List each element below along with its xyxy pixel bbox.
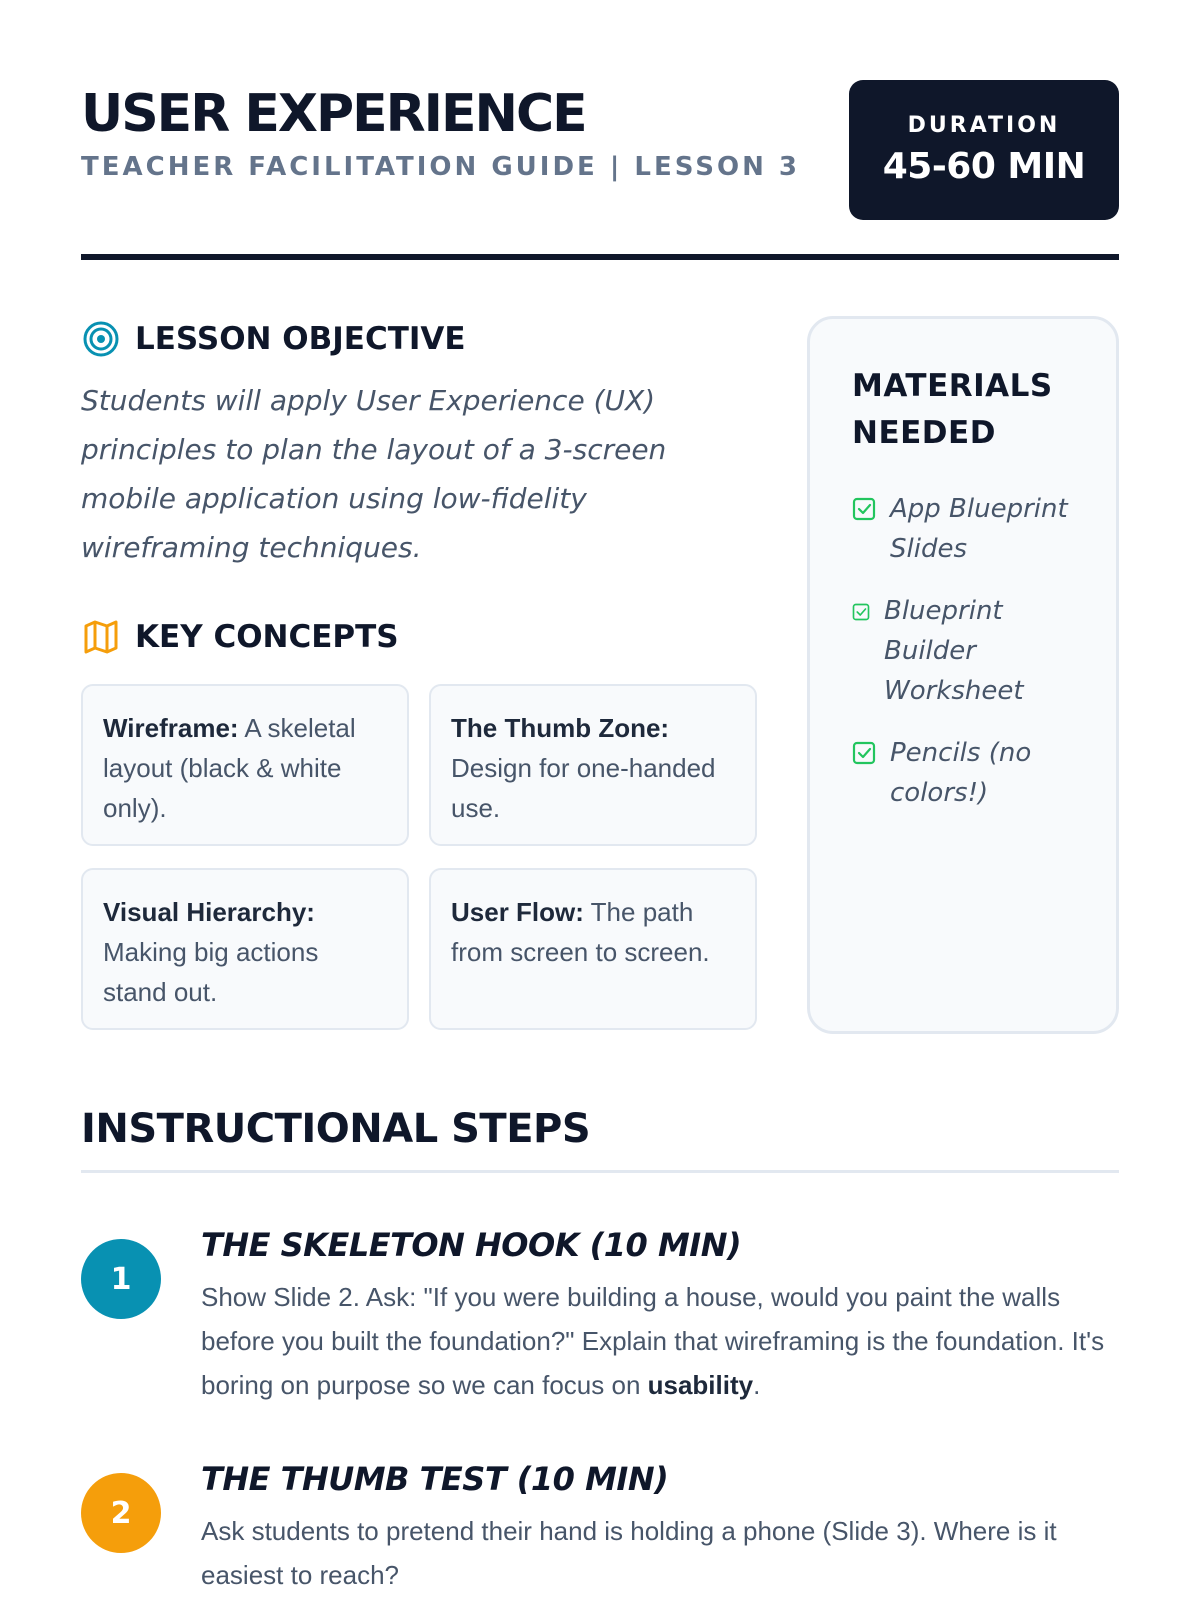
concept-term: Visual Hierarchy: <box>103 897 315 927</box>
overview-section <box>81 316 1119 1034</box>
materials-item-label: Blueprint Builder Worksheet <box>884 596 1024 706</box>
steps-heading: INSTRUCTIONAL STEPS <box>81 1106 1119 1173</box>
check-square-icon <box>852 741 876 765</box>
overview-left-column <box>81 316 757 1034</box>
concept-definition: The path from screen to screen. <box>451 897 710 967</box>
objective-heading: LESSON OBJECTIVE <box>135 321 466 357</box>
materials-item-label: App Blueprint Slides <box>890 494 1068 564</box>
concept-card <box>429 868 757 1030</box>
concept-grid <box>81 684 757 1030</box>
page-header <box>81 80 1119 260</box>
page-title: USER EXPERIENCE <box>81 84 586 144</box>
materials-panel <box>807 316 1119 1034</box>
objective-text: Students will apply User Experience (UX) principles to plan the layout of a 3-screen mobile application using low-fidelity wireframing techniques. <box>81 384 667 564</box>
concept-definition: Design for one-handed use. <box>451 753 716 823</box>
materials-item <box>852 591 1076 711</box>
materials-item <box>852 733 1076 813</box>
concepts-heading: KEY CONCEPTS <box>135 619 399 655</box>
step-title: THE THUMB TEST (10 MIN) <box>201 1460 669 1498</box>
step-item <box>81 1225 1119 1407</box>
step-body <box>201 1459 1119 1597</box>
concept-term: The Thumb Zone: <box>451 713 670 743</box>
materials-item <box>852 489 1076 569</box>
title-block <box>81 80 800 182</box>
concept-card <box>81 868 409 1030</box>
check-square-icon <box>852 497 876 521</box>
target-icon <box>81 319 121 359</box>
concept-card <box>81 684 409 846</box>
materials-heading: MATERIALS NEEDED <box>852 368 1053 451</box>
step-text-emphasis: usability <box>647 1370 754 1400</box>
concept-definition: A skeletal layout (black & white only). <box>103 713 356 823</box>
step-text-main: Show Slide 2. Ask: "If you were building a house, would you paint the walls before you built the foundation?" Explain that wireframing is the foundation. It's boring on purpose so we can focus on <box>201 1282 1105 1400</box>
page-subtitle: TEACHER FACILITATION GUIDE | LESSON 3 <box>81 152 801 182</box>
instructional-steps <box>81 1106 1119 1597</box>
step-body <box>201 1225 1119 1407</box>
step-text <box>201 1275 1119 1407</box>
duration-label: DURATION <box>907 113 1061 138</box>
step-number-badge: 1 <box>81 1239 161 1319</box>
step-text: Ask students to pretend their hand is holding a phone (Slide 3). Where is it easiest to reach? <box>201 1516 1057 1590</box>
duration-value: 45-60 MIN <box>882 146 1086 187</box>
step-text-end: . <box>753 1370 761 1400</box>
concept-term: User Flow: <box>451 897 584 927</box>
objective-header <box>81 316 757 362</box>
concepts-header <box>81 614 757 660</box>
duration-badge <box>849 80 1119 220</box>
materials-list <box>852 489 1076 813</box>
step-number-badge: 2 <box>81 1473 161 1553</box>
concept-definition: Making big actions stand out. <box>103 937 319 1007</box>
materials-item-label: Pencils (no colors!) <box>890 738 1032 808</box>
step-title: THE SKELETON HOOK (10 MIN) <box>201 1226 742 1264</box>
step-item <box>81 1459 1119 1597</box>
map-icon <box>81 617 121 657</box>
check-square-icon <box>852 603 870 621</box>
concept-card <box>429 684 757 846</box>
concept-term: Wireframe: <box>103 713 239 743</box>
